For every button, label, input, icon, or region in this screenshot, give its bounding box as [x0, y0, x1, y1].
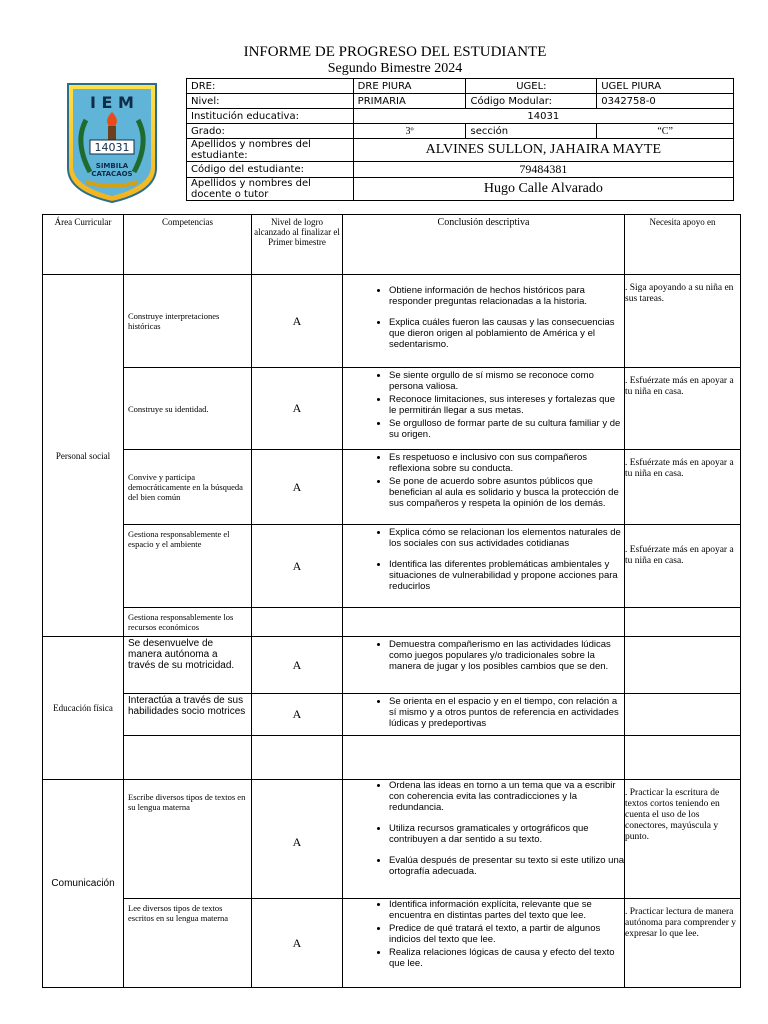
nivel-logro: A	[252, 525, 343, 608]
grado-label: Grado:	[187, 124, 354, 139]
apoyo: . Practicar la escritura de textos cortos teniendo en cuenta el uso de los conectores, mayúscula y punto.	[625, 780, 741, 899]
list-item: • Reconoce limitaciones, sus intereses y fortalezas que le permitirán llegar a sus metas.	[389, 394, 624, 416]
svg-text:SIMBILA: SIMBILA	[95, 162, 129, 170]
table-row	[43, 637, 741, 694]
area-personal-social: Personal social	[43, 275, 124, 637]
col-apoyo: Necesita apoyo en	[625, 215, 741, 275]
list-item: • Ordena las ideas en torno a un tema que va a escribir con coherencia evita las contradicciones y la redundancia.	[389, 780, 624, 813]
competencia: Construye su identidad.	[124, 368, 252, 450]
col-competencias: Competencias	[124, 215, 252, 275]
conclusion	[343, 899, 625, 988]
apoyo: . Siga apoyando a su niña en sus tareas.	[625, 275, 741, 368]
conclusion	[343, 525, 625, 608]
codigo-estudiante-value: 79484381	[353, 162, 733, 178]
competencia: Gestiona responsablemente los recursos económicos	[124, 608, 252, 637]
nivel-logro: A	[252, 450, 343, 525]
apoyo: . Esfuérzate más en apoyar a tu niña en casa.	[625, 368, 741, 450]
conclusion	[343, 275, 625, 368]
table-row	[43, 450, 741, 525]
list-item: • Se orienta en el espacio y en el tiempo, con relación a sí mismo y a otros puntos de referencia en actividades lúdicas y predeportivas	[389, 696, 624, 729]
codigo-modular-label: Código Modular:	[466, 94, 597, 109]
table-row	[43, 780, 741, 899]
competencia: Gestiona responsablemente el espacio y el ambiente	[124, 525, 252, 608]
competencia: Construye interpretaciones históricas	[124, 275, 252, 368]
estudiante-label: Apellidos y nombres del estudiante:	[187, 139, 354, 162]
table-row	[43, 736, 741, 780]
institucion-value: 14031	[353, 109, 733, 124]
list-item: • Se pone de acuerdo sobre asuntos públicos que benefician al aula es solidario y busca la protección de sus compañeros y respeta la opinión de los demás.	[389, 476, 624, 509]
nivel-value: PRIMARIA	[353, 94, 466, 109]
list-item: • Identifica información explícita, relevante que se encuentra en distintas partes del texto que lee.	[389, 899, 624, 921]
docente-label: Apellidos y nombres del docente o tutor	[187, 178, 354, 201]
list-item: • Utiliza recursos gramaticales y ortográficos que contribuyen a dar sentido a su texto.	[389, 823, 624, 845]
list-item: • Se siente orgullo de sí mismo se reconoce como persona valiosa.	[389, 370, 624, 392]
area-educacion-fisica: Educación física	[43, 637, 124, 780]
report-subtitle: Segundo Bimestre 2024	[327, 61, 463, 76]
apoyo: . Esfuérzate más en apoyar a tu niña en casa.	[625, 525, 741, 608]
apoyo: . Esfuérzate más en apoyar a tu niña en casa.	[625, 450, 741, 525]
nivel-logro: A	[252, 899, 343, 988]
list-item: • Predice de qué tratará el texto, a partir de algunos indicios del texto que lee.	[389, 923, 624, 945]
school-logo	[64, 80, 160, 204]
competencia: Interactúa a través de sus habilidades socio motrices	[124, 694, 252, 736]
nivel-logro: A	[252, 275, 343, 368]
ugel-label: UGEL:	[466, 79, 597, 94]
table-row	[43, 899, 741, 988]
list-item: • Realiza relaciones lógicas de causa y efecto del texto que lee.	[389, 947, 624, 969]
apoyo: . Practicar lectura de manera autónoma para comprender y expresar lo que lee.	[625, 899, 741, 988]
institucion-label: Institución educativa:	[187, 109, 354, 124]
list-item: • Es respetuoso e inclusivo con sus compañeros reflexiona sobre su conducta.	[389, 452, 624, 474]
conclusion	[343, 694, 625, 736]
ugel-value: UGEL PIURA	[597, 79, 734, 94]
list-item: • Identifica las diferentes problemáticas ambientales y situaciones de vulnerabilidad y propone acciones para reducirlos	[389, 559, 624, 592]
nivel-logro: A	[252, 780, 343, 899]
seccion-label: sección	[466, 124, 597, 139]
competencia: Escribe diversos tipos de textos en su lengua materna	[124, 780, 252, 899]
list-item: • Demuestra compañerismo en las actividades lúdicas como juegos populares y/o tradicionales sobre la manera de jugar y los posibles cambios que se den.	[389, 639, 624, 672]
list-item: • Se orgulloso de formar parte de su cultura familiar y de su origen.	[389, 418, 624, 440]
table-row	[43, 608, 741, 637]
col-area: Área Curricular	[43, 215, 124, 275]
list-item: • Explica cuáles fueron las causas y las consecuencias que dieron origen al poblamiento de América y el sedentarismo.	[389, 317, 624, 350]
estudiante-value: ALVINES SULLON, JAHAIRA MAYTE	[353, 139, 733, 162]
col-nivel: Nivel de logro alcanzado al finalizar el Primer bimestre	[252, 215, 343, 275]
report-title: INFORME DE PROGRESO DEL ESTUDIANTE	[243, 44, 547, 60]
list-item: • Obtiene información de hechos históricos para responder preguntas relacionadas a la historia.	[389, 285, 624, 307]
svg-text:14031: 14031	[94, 141, 130, 154]
table-row	[43, 694, 741, 736]
conclusion	[343, 780, 625, 899]
table-row	[43, 275, 741, 368]
conclusion	[343, 368, 625, 450]
competencia: Lee diversos tipos de textos escritos en su lengua materna	[124, 899, 252, 988]
student-info-table	[186, 78, 734, 201]
competencia: Convive y participa democráticamente en la búsqueda del bien común	[124, 450, 252, 525]
nivel-logro: A	[252, 694, 343, 736]
grado-value: 3º	[353, 124, 466, 139]
nivel-label: Nivel:	[187, 94, 354, 109]
area-comunicacion: Comunicación	[43, 780, 124, 988]
dre-value: DRE PIURA	[353, 79, 466, 94]
col-conclusion: Conclusión descriptiva	[343, 215, 625, 275]
progress-table	[42, 214, 741, 988]
table-row	[43, 368, 741, 450]
svg-text:CATACAOS: CATACAOS	[91, 170, 133, 178]
table-row	[43, 525, 741, 608]
nivel-logro: A	[252, 637, 343, 694]
list-item: • Evalúa después de presentar su texto si este utilizo una ortografía adecuada.	[389, 855, 624, 877]
svg-text:I E M: I E M	[90, 93, 134, 112]
seccion-value: “C”	[597, 124, 734, 139]
dre-label: DRE:	[187, 79, 354, 94]
nivel-logro: A	[252, 368, 343, 450]
codigo-estudiante-label: Código del estudiante:	[187, 162, 354, 178]
codigo-modular-value: 0342758-0	[597, 94, 734, 109]
conclusion	[343, 637, 625, 694]
competencia: Se desenvuelve de manera autónoma a través de su motricidad.	[124, 637, 252, 694]
list-item: • Explica cómo se relacionan los elementos naturales de los sociales con sus actividades cotidianas	[389, 527, 624, 549]
docente-value: Hugo Calle Alvarado	[353, 178, 733, 201]
conclusion	[343, 450, 625, 525]
